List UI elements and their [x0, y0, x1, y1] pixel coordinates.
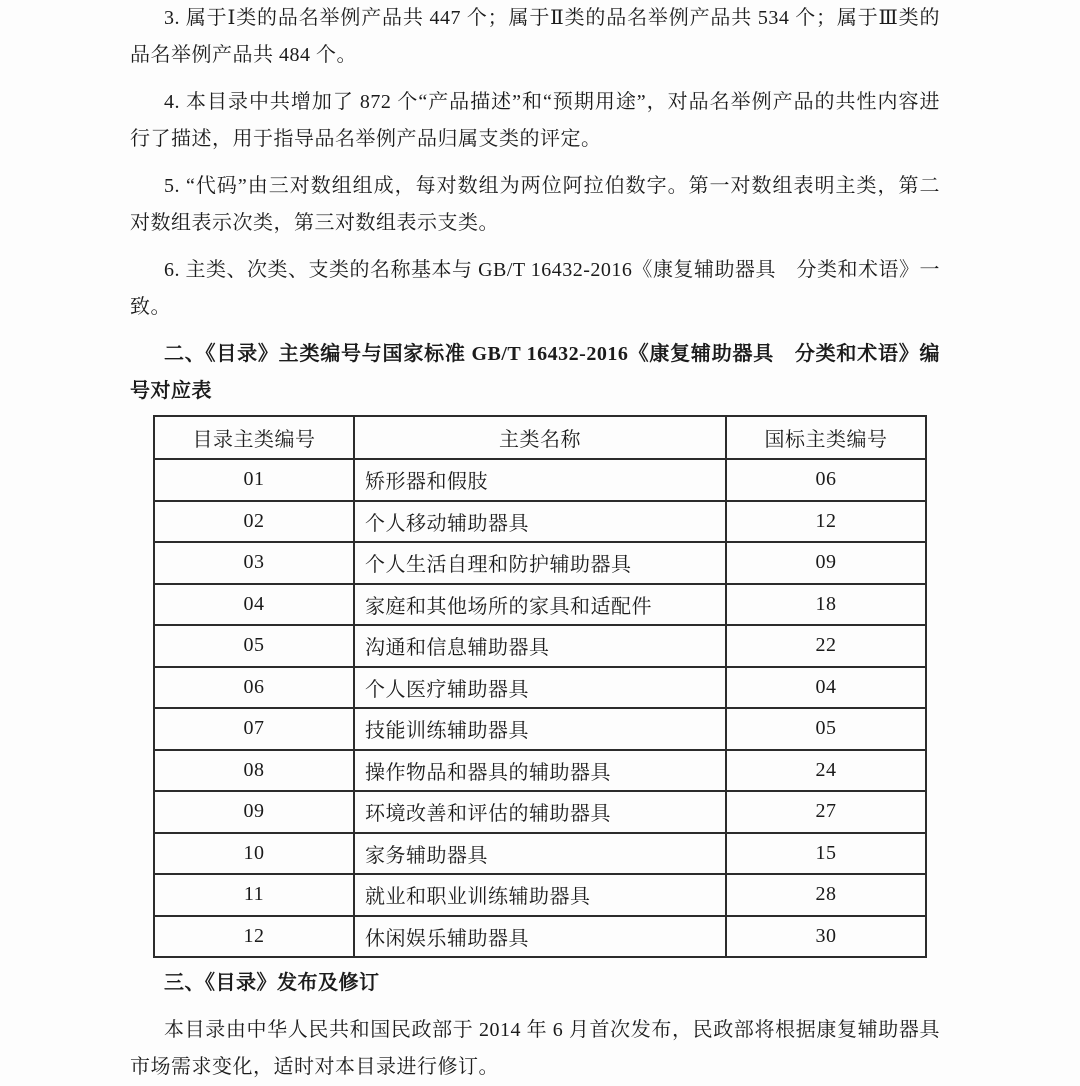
column-header-gb-code: 国标主类编号: [726, 416, 926, 459]
cell-catalog-code: 05: [154, 625, 354, 667]
table-row: [154, 833, 926, 875]
cell-gb-code: 27: [726, 791, 926, 833]
cell-catalog-code: 06: [154, 667, 354, 709]
cell-category-name: 个人医疗辅助器具: [354, 667, 726, 709]
cell-catalog-code: 03: [154, 542, 354, 584]
table-header-row: [154, 416, 926, 459]
cell-catalog-code: 10: [154, 833, 354, 875]
cell-gb-code: 15: [726, 833, 926, 875]
paragraph-product-descriptions: 4. 本目录中共增加了 872 个“产品描述”和“预期用途”，对品名举例产品的共性内容进行了描述，用于指导品名举例产品归属支类的评定。: [130, 91, 940, 150]
cell-gb-code: 22: [726, 625, 926, 667]
cell-catalog-code: 12: [154, 916, 354, 958]
cell-category-name: 个人移动辅助器具: [354, 501, 726, 543]
cell-gb-code: 18: [726, 584, 926, 626]
paragraph-naming-consistency: 6. 主类、次类、支类的名称基本与 GB/T 16432-2016《康复辅助器具 分类和术语》一致。: [130, 259, 940, 318]
cell-gb-code: 09: [726, 542, 926, 584]
cell-category-name: 休闲娱乐辅助器具: [354, 916, 726, 958]
column-header-category-name: 主类名称: [354, 416, 726, 459]
table-row: [154, 916, 926, 958]
table-row: [154, 501, 926, 543]
table-row: [154, 791, 926, 833]
code-mapping-table: [153, 415, 927, 958]
cell-gb-code: 06: [726, 459, 926, 501]
cell-gb-code: 24: [726, 750, 926, 792]
table-row: [154, 708, 926, 750]
cell-catalog-code: 11: [154, 874, 354, 916]
paragraph-item-counts: 3. 属于Ⅰ类的品名举例产品共 447 个；属于Ⅱ类的品名举例产品共 534 个；属于Ⅲ类的品名举例产品共 484 个。: [130, 7, 940, 66]
table-row: [154, 625, 926, 667]
table-row: [154, 459, 926, 501]
cell-category-name: 就业和职业训练辅助器具: [354, 874, 726, 916]
cell-catalog-code: 09: [154, 791, 354, 833]
code-mapping-table-body: [154, 459, 926, 957]
cell-catalog-code: 01: [154, 459, 354, 501]
cell-gb-code: 12: [726, 501, 926, 543]
section-3-heading: 三、《目录》发布及修订: [164, 972, 380, 994]
cell-gb-code: 05: [726, 708, 926, 750]
table-row: [154, 750, 926, 792]
cell-category-name: 家务辅助器具: [354, 833, 726, 875]
cell-catalog-code: 04: [154, 584, 354, 626]
cell-category-name: 矫形器和假肢: [354, 459, 726, 501]
cell-catalog-code: 08: [154, 750, 354, 792]
column-header-catalog-code: 目录主类编号: [154, 416, 354, 459]
section-2-heading: 二、《目录》主类编号与国家标准 GB/T 16432-2016《康复辅助器具 分类和术语》编号对应表: [130, 343, 940, 402]
cell-category-name: 技能训练辅助器具: [354, 708, 726, 750]
cell-category-name: 操作物品和器具的辅助器具: [354, 750, 726, 792]
cell-category-name: 家庭和其他场所的家具和适配件: [354, 584, 726, 626]
cell-catalog-code: 07: [154, 708, 354, 750]
table-row: [154, 874, 926, 916]
table-row: [154, 542, 926, 584]
cell-gb-code: 28: [726, 874, 926, 916]
cell-category-name: 沟通和信息辅助器具: [354, 625, 726, 667]
table-row: [154, 667, 926, 709]
cell-gb-code: 30: [726, 916, 926, 958]
cell-gb-code: 04: [726, 667, 926, 709]
cell-category-name: 环境改善和评估的辅助器具: [354, 791, 726, 833]
paragraph-code-structure: 5. “代码”由三对数组组成，每对数组为两位阿拉伯数字。第一对数组表明主类，第二对数组表示次类，第三对数组表示支类。: [130, 175, 940, 234]
closing-paragraph: 本目录由中华人民共和国民政部于 2014 年 6 月首次发布，民政部将根据康复辅助器具市场需求变化，适时对本目录进行修订。: [130, 1019, 940, 1078]
cell-catalog-code: 02: [154, 501, 354, 543]
cell-category-name: 个人生活自理和防护辅助器具: [354, 542, 726, 584]
table-row: [154, 584, 926, 626]
